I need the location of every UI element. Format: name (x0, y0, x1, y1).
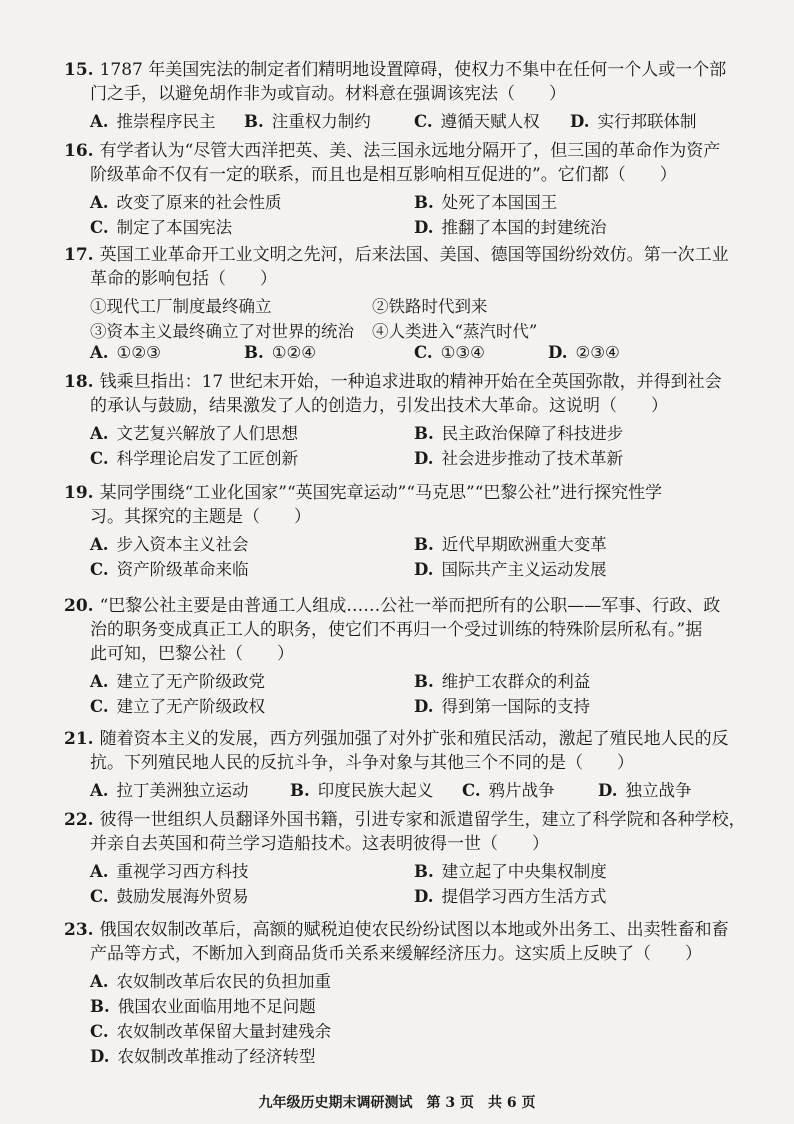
option-b[interactable]: B. ①②④ (244, 343, 317, 362)
question-number: 15. (64, 60, 94, 80)
option-row (64, 443, 732, 468)
question-stem: “巴黎公社主要是由普通工人组成……公社一举而把所有的公职——军事、行政、政 (99, 596, 721, 616)
option-b[interactable]: B. 俄国农业面临用地不足问题 (90, 997, 316, 1016)
option-a[interactable]: A. 农奴制改革后农民的负担加重 (90, 972, 332, 991)
statement-item: ③资本主义最终确立了对世界的统治 (90, 322, 354, 341)
question-number: 23. (64, 920, 94, 940)
option-row (64, 529, 732, 554)
question-21 (64, 727, 732, 800)
option-c[interactable]: C. 鼓励发展海外贸易 (90, 887, 249, 906)
question-number: 22. (64, 810, 94, 830)
question-stem: 习。其探究的主题是（ ） (90, 507, 311, 527)
option-b[interactable]: B. 建立起了中央集权制度 (414, 862, 607, 881)
option-row (64, 966, 732, 991)
statement-row (64, 316, 732, 341)
option-b[interactable]: B. 民主政治保障了科技进步 (414, 424, 624, 443)
question-stem: 有学者认为“尽管大西洋把英、美、法三国永远地分隔开了，但三国的革命作为资产 (99, 141, 721, 161)
option-b[interactable]: B. 印度民族大起义 (290, 781, 434, 800)
question-19 (64, 481, 732, 579)
question-stem: 彼得一世组织人员翻译外国书籍，引进专家和派遣留学生，建立了科学院和各种学校， (99, 810, 746, 830)
question-15 (64, 58, 732, 131)
page-footer: 九年级历史期末调研测试 第 3 页 共 6 页 (258, 1095, 536, 1111)
statement-item: ④人类进入“蒸汽时代” (372, 322, 538, 341)
option-a[interactable]: A. ①②③ (90, 343, 161, 362)
option-c[interactable]: C. 资产阶级革命来临 (90, 560, 249, 579)
question-stem: 1787 年美国宪法的制定者们精明地设置障碍，使权力不集中在任何一个人或一个部 (99, 60, 727, 80)
option-c[interactable]: C. 制定了本国宪法 (90, 218, 233, 237)
question-number: 17. (64, 245, 94, 265)
question-stem: 钱乘旦指出：17 世纪末开始，一种追求进取的精神开始在全英国弥散，并得到社会 (99, 372, 722, 392)
option-b[interactable]: B. 近代早期欧洲重大变革 (414, 535, 607, 554)
option-c[interactable]: C. 科学理论启发了工匠创新 (90, 449, 299, 468)
option-d[interactable]: D. 实行邦联体制 (570, 112, 697, 131)
statement-item: ①现代工厂制度最终确立 (90, 297, 272, 316)
question-16 (64, 139, 732, 237)
option-row (64, 187, 732, 212)
option-a[interactable]: A. 拉丁美洲独立运动 (90, 781, 249, 800)
option-row (64, 666, 732, 691)
option-b[interactable]: B. 注重权力制约 (244, 112, 371, 131)
question-number: 20. (64, 596, 94, 616)
option-row (64, 691, 732, 716)
option-d[interactable]: D. ②③④ (548, 343, 620, 362)
question-number: 18. (64, 372, 94, 392)
option-a[interactable]: A. 推崇程序民主 (90, 112, 216, 131)
option-c[interactable]: C. ①③④ (414, 343, 485, 362)
option-d[interactable]: D. 独立战争 (598, 781, 692, 800)
question-17 (64, 243, 732, 366)
option-d[interactable]: D. 得到第一国际的支持 (414, 697, 590, 716)
option-row (64, 212, 732, 237)
option-c[interactable]: C. 遵循天赋人权 (414, 112, 540, 131)
question-number: 21. (64, 729, 94, 749)
question-23 (64, 918, 732, 1066)
option-row (64, 554, 732, 579)
option-row (64, 341, 732, 366)
question-stem: 抗。下列殖民地人民的反抗斗争，斗争对象与其他三个不同的是（ ） (90, 753, 634, 773)
option-row (64, 775, 732, 800)
option-d[interactable]: D. 社会进步推动了技术革新 (414, 449, 623, 468)
option-row (64, 106, 732, 131)
option-b[interactable]: B. 处死了本国国王 (414, 193, 558, 212)
option-d[interactable]: D. 推翻了本国的封建统治 (414, 218, 607, 237)
option-row (64, 1016, 732, 1041)
option-a[interactable]: A. 重视学习西方科技 (90, 862, 249, 881)
option-row (64, 418, 732, 443)
option-a[interactable]: A. 步入资本主义社会 (90, 535, 249, 554)
option-c[interactable]: C. 鸦片战争 (462, 781, 555, 800)
question-stem: 治的职务变成真正工人的职务，使它们不再归一个受过训练的特殊阶层所私有。”据 (90, 620, 703, 640)
option-d[interactable]: D. 农奴制改革推动了经济转型 (90, 1047, 316, 1066)
question-stem: 阶级革命不仅有一定的联系，而且也是相互影响相互促进的”。它们都（ ） (90, 165, 677, 185)
question-stem: 某同学围绕“工业化国家”“英国宪章运动”“马克思”“巴黎公社”进行探究性学 (99, 483, 663, 503)
option-d[interactable]: D. 提倡学习西方生活方式 (414, 887, 607, 906)
option-row (64, 856, 732, 881)
question-stem: 革命的影响包括（ ） (90, 269, 277, 289)
question-stem: 门之手，以避免胡作非为或盲动。材料意在强调该宪法（ ） (90, 84, 566, 104)
option-row (64, 881, 732, 906)
question-number: 16. (64, 141, 94, 161)
question-20 (64, 594, 732, 716)
question-stem: 英国工业革命开工业文明之先河，后来法国、美国、德国等国纷纷效仿。第一次工业 (99, 245, 729, 265)
statement-row (64, 291, 732, 316)
question-stem: 产品等方式，不断加入到商品货币关系来缓解经济压力。这实质上反映了（ ） (90, 944, 702, 964)
option-row (64, 1041, 732, 1066)
option-c[interactable]: C. 建立了无产阶级政权 (90, 697, 266, 716)
question-18 (64, 370, 732, 468)
question-stem: 并亲自去英国和荷兰学习造船技术。这表明彼得一世（ ） (90, 834, 549, 854)
question-stem: 此可知，巴黎公社（ ） (90, 644, 294, 664)
option-c[interactable]: C. 农奴制改革保留大量封建残余 (90, 1022, 332, 1041)
question-stem: 随着资本主义的发展，西方列强加强了对外扩张和殖民活动，激起了殖民地人民的反 (99, 729, 729, 749)
option-b[interactable]: B. 维护工农群众的利益 (414, 672, 591, 691)
question-stem: 的承认与鼓励，结果激发了人的创造力，引发出技术大革命。这说明（ ） (90, 396, 668, 416)
statement-item: ②铁路时代到来 (372, 297, 488, 316)
question-22 (64, 808, 746, 906)
question-stem: 俄国农奴制改革后，高额的赋税迫使农民纷纷试图以本地或外出务工、出卖牲畜和畜 (99, 920, 729, 940)
option-d[interactable]: D. 国际共产主义运动发展 (414, 560, 607, 579)
question-number: 19. (64, 483, 94, 503)
option-a[interactable]: A. 改变了原来的社会性质 (90, 193, 282, 212)
option-row (64, 991, 732, 1016)
option-a[interactable]: A. 文艺复兴解放了人们思想 (90, 424, 299, 443)
option-a[interactable]: A. 建立了无产阶级政党 (90, 672, 266, 691)
